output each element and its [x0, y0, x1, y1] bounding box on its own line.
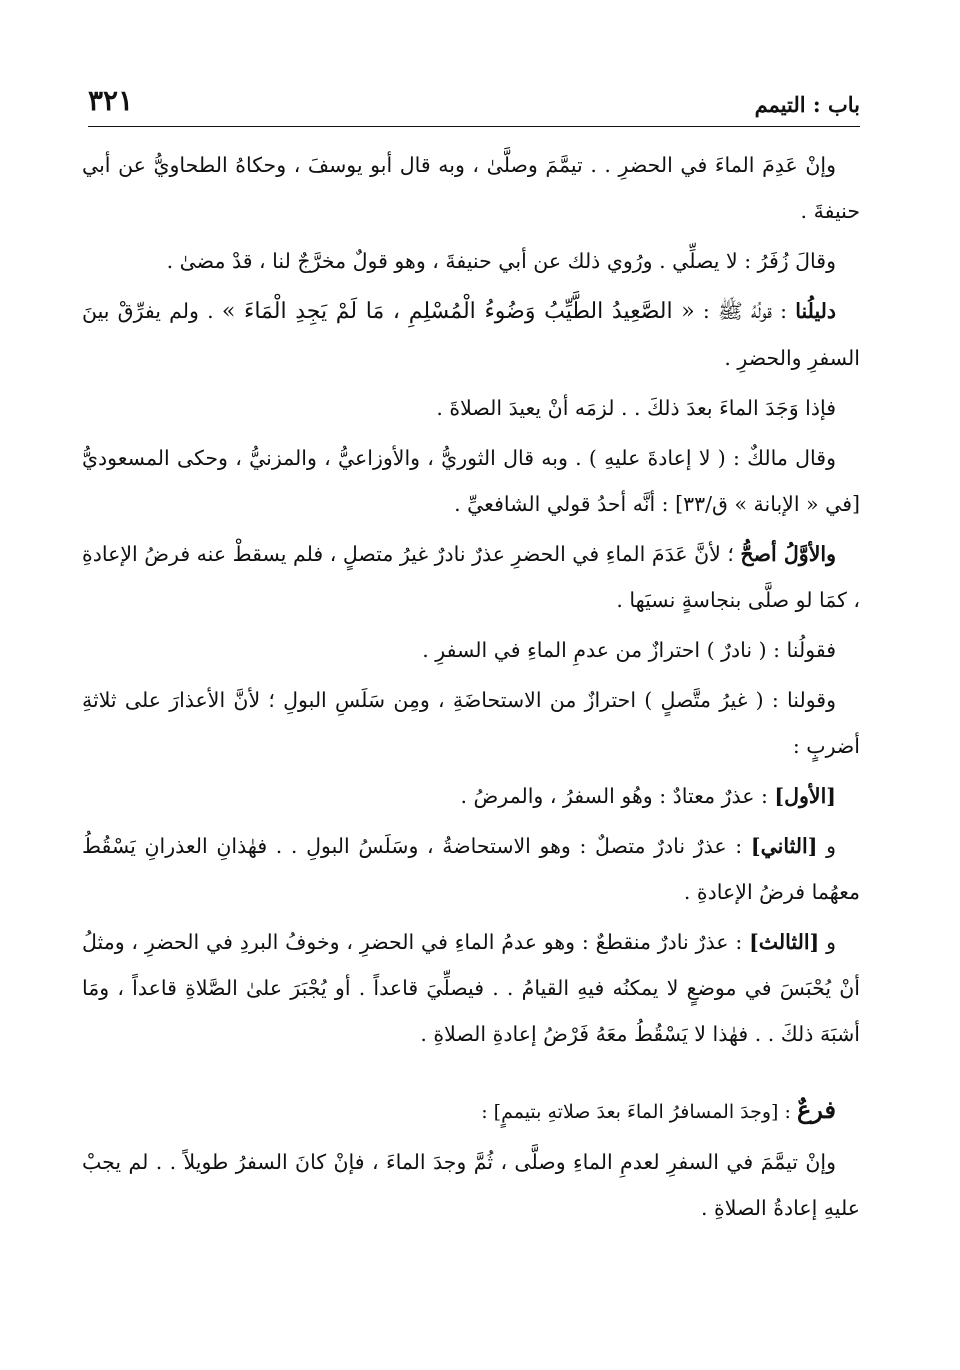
paragraph-12: وإنْ تيمَّمَ في السفرِ لعدمِ الماءِ وصلَّى ، ثُمَّ وجدَ الماءَ ، فإنْ كانَ السفرُ طويلاً . . لم يجبْ عليهِ إعادةُ الصلاةِ .: [82, 1150, 860, 1220]
paragraph-3: [82, 288, 860, 381]
paragraph-5: وقال مالكٌ : ( لا إعادةَ عليهِ ) . وبه قال الثوريُّ ، والأوزاعيُّ ، والمزنيُّ ، وحكى المسعوديُّ [في « الإبانة » ق/٣٣] : أنَّه أحدُ قولي الشافعيِّ .: [82, 446, 860, 516]
paragraph-6: [82, 531, 860, 623]
hadith-quote: « الصَّعِيدُ الطَّيِّبُ وَضُوءُ الْمُسْلِمِ ، مَا لَمْ يَجِدِ الْمَاءَ »: [221, 299, 695, 324]
page-number: ٣٢١: [88, 84, 134, 117]
paragraph-9-text: : عذرٌ معتادٌ : وهُو السفرُ ، والمرضُ .: [460, 784, 775, 808]
section-heading: [82, 1087, 860, 1135]
main-text: [82, 142, 860, 1235]
paragraph-6-lead: والأوَّلُ أصحُّ: [740, 542, 836, 566]
paragraph-3-lead: دليلُنا: [795, 299, 836, 323]
chapter-title: باب : التيمم: [754, 92, 860, 117]
paragraph-6-text: ؛ لأنَّ عَدَمَ الماءِ في الحضرِ عذرٌ نادرٌ غيرُ متصلٍ ، فلم يسقطْ عنه فرضُ الإعادةِ ، كمَا لو صلَّى بنجاسةٍ نسيَها .: [82, 542, 860, 612]
paragraph-9-lead: [الأول]: [774, 784, 836, 808]
section-heading-title: : [وجدَ المسافرُ الماءَ بعدَ صلاتهِ بتيممٍ] :: [481, 1101, 797, 1123]
paragraph-8: وقولنا : ( غيرُ متَّصلٍ ) احترازٌ من الاستحاضَةِ ، ومِن سَلَسِ البولِ ؛ لأنَّ الأعذارَ على ثلاثةِ أضربٍ :: [82, 688, 860, 758]
paragraph-2: وقالَ زُفَرُ : لا يصلِّي . ورُوي ذلك عن أبي حنيفةَ ، وهو قولٌ مخرَّجٌ لنا ، قدْ مضىٰ .: [166, 249, 836, 273]
paragraph-3-pre: : قولُهُ ﷺ :: [694, 299, 796, 323]
paragraph-11-lead: [الثالث]: [749, 930, 820, 954]
paragraph-1: وإنْ عَدِمَ الماءَ في الحضرِ . . تيمَّمَ وصلَّىٰ ، وبه قال أبو يوسفَ ، وحكاهُ الطحاويُّ عن أبي حنيفةَ .: [82, 153, 860, 223]
paragraph-9: [82, 773, 860, 819]
paragraph-10: [82, 823, 860, 915]
paragraph-3-post: . ولم يفرِّقْ بينَ السفرِ والحضرِ .: [82, 299, 860, 370]
paragraph-10-prefix: و: [817, 834, 836, 858]
section-heading-label: فرعٌ: [796, 1095, 836, 1124]
paragraph-7: فقولُنا : ( نادرٌ ) احترازٌ من عدمِ الماءِ في السفرِ .: [422, 638, 836, 662]
running-header: [88, 84, 860, 126]
paragraph-10-lead: [الثاني]: [750, 834, 818, 858]
paragraph-11-text: : عذرٌ نادرٌ منقطعٌ : وهو عدمُ الماءِ في الحضرِ ، وخوفُ البردِ في الحضرِ ، ومثلُ أنْ يُحْبَسَ في موضعٍ لا يمكنُه فيهِ القيامُ . . فيصلِّيَ قاعداً . أو يُجْبَرَ علىٰ الصَّلاةِ قاعداً ، ومَا أشبَهَ ذلكَ . . فهٰذا لا يَسْقُطُ معَهُ فَرْضُ إعادةِ الصلاةِ .: [82, 930, 860, 1046]
paragraph-10-text: : عذرٌ نادرٌ متصلٌ : وهو الاستحاضةُ ، وسَلَسُ البولِ . . فهٰذانِ العذرانِ يَسْقُطُ معهُما فرضُ الإعادةِ .: [82, 834, 860, 904]
paragraph-11: [82, 919, 860, 1057]
paragraph-11-prefix: و: [819, 930, 836, 954]
paragraph-4: فإذا وَجَدَ الماءَ بعدَ ذلكَ . . لزمَه أنْ يعيدَ الصلاةَ .: [436, 396, 836, 420]
header-rule: [88, 126, 860, 127]
